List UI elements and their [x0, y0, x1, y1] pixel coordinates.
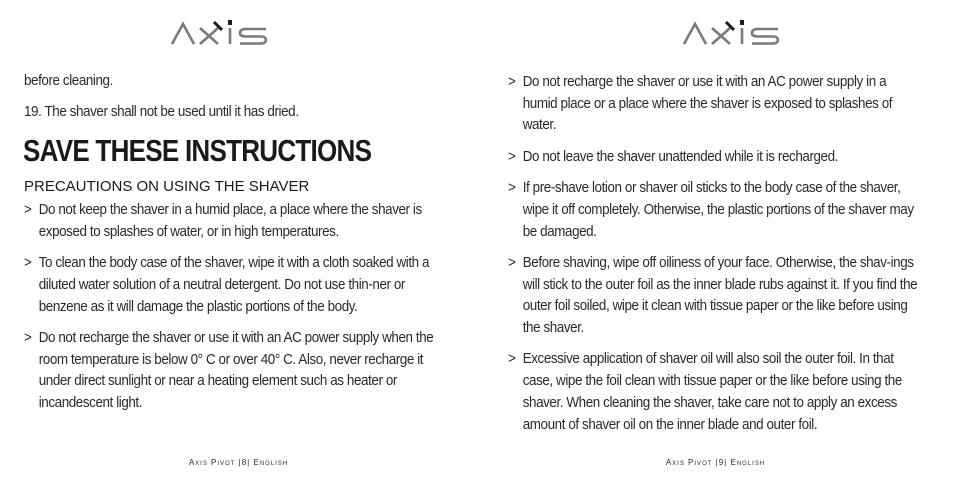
- list-item: [508, 178, 922, 243]
- list-item: [508, 147, 922, 169]
- precautions-list-right: [508, 72, 922, 446]
- page-title: SAVE THESE INSTRUCTIONS: [23, 133, 372, 168]
- list-item: [508, 349, 922, 436]
- list-item-text: Do not recharge the shaver or use it with an AC power supply in a humid place or a place where the shaver is exposed to splashes of water.: [522, 74, 893, 134]
- list-item-text: Excessive application of shaver oil will also soil the outer foil. In that case, wipe the foil clean with tissue paper or the like before using the shaver. When cleaning the shaver, take care not to apply an excess amount of shaver oil on the inner blade and outer foil.: [522, 351, 902, 433]
- list-item-text: Do not keep the shaver in a humid place, a place where the shaver is exposed to splashes of water, or in high temperatures.: [38, 202, 422, 240]
- list-item-text: If pre-shave lotion or shaver oil sticks to the body case of the shaver, wipe it off completely. Otherwise, the plastic portions of the shaver may be damaged.: [522, 180, 914, 240]
- footer-language: English: [730, 458, 766, 467]
- list-item: [508, 253, 922, 340]
- right-page: [477, 0, 954, 477]
- list-item: [24, 328, 438, 415]
- bullet-marker: >: [508, 351, 516, 368]
- list-item: [24, 200, 438, 243]
- list-item: [24, 253, 438, 318]
- page-footer: Axis Pivot |8| English: [188, 458, 289, 467]
- section-heading: PRECAUTIONS ON USING THE SHAVER: [24, 178, 310, 195]
- bullet-marker: >: [508, 148, 516, 165]
- list-item-text: Do not leave the shaver unattended while it is recharged.: [522, 148, 838, 165]
- list-item-text: Do not recharge the shaver or use it with an AC power supply when the room temperature is below 0° C or over 40° C. Also, never recharge it under direct sunlight or near a heating element such as heater or incandescent light.: [38, 329, 434, 411]
- bullet-marker: >: [508, 254, 516, 271]
- bullet-marker: >: [24, 255, 32, 272]
- bullet-marker: >: [24, 329, 32, 346]
- page-number: 9: [718, 458, 725, 467]
- bullet-marker: >: [508, 74, 516, 90]
- footer-brand: Axis Pivot: [665, 458, 713, 467]
- axis-logo: [170, 18, 270, 50]
- list-item: [508, 72, 922, 137]
- page-footer: Axis Pivot |9| English: [665, 458, 766, 467]
- continuation-text: before cleaning.: [24, 73, 113, 89]
- list-item-text: Before shaving, wipe off oiliness of your face. Otherwise, the shav-ings will stick to the outer foil as the inner blade rubs against it. If you find the outer foil soiled, wipe it clean with tissue paper or the like before using the shaver.: [522, 254, 918, 337]
- page-number: 8: [241, 458, 248, 467]
- precautions-list-left: [24, 200, 438, 424]
- bullet-marker: >: [24, 202, 32, 218]
- footer-brand: Axis Pivot: [188, 458, 236, 467]
- bullet-marker: >: [508, 180, 516, 197]
- item-19-text: 19. The shaver shall not be used until it has dried.: [24, 104, 299, 120]
- axis-logo: [682, 18, 782, 50]
- list-item-text: To clean the body case of the shaver, wipe it with a cloth soaked with a diluted water solution of a neutral detergent. Do not use thin-ner or benzene as it will damage the plastic portions of the body.: [38, 255, 430, 315]
- footer-language: English: [253, 458, 289, 467]
